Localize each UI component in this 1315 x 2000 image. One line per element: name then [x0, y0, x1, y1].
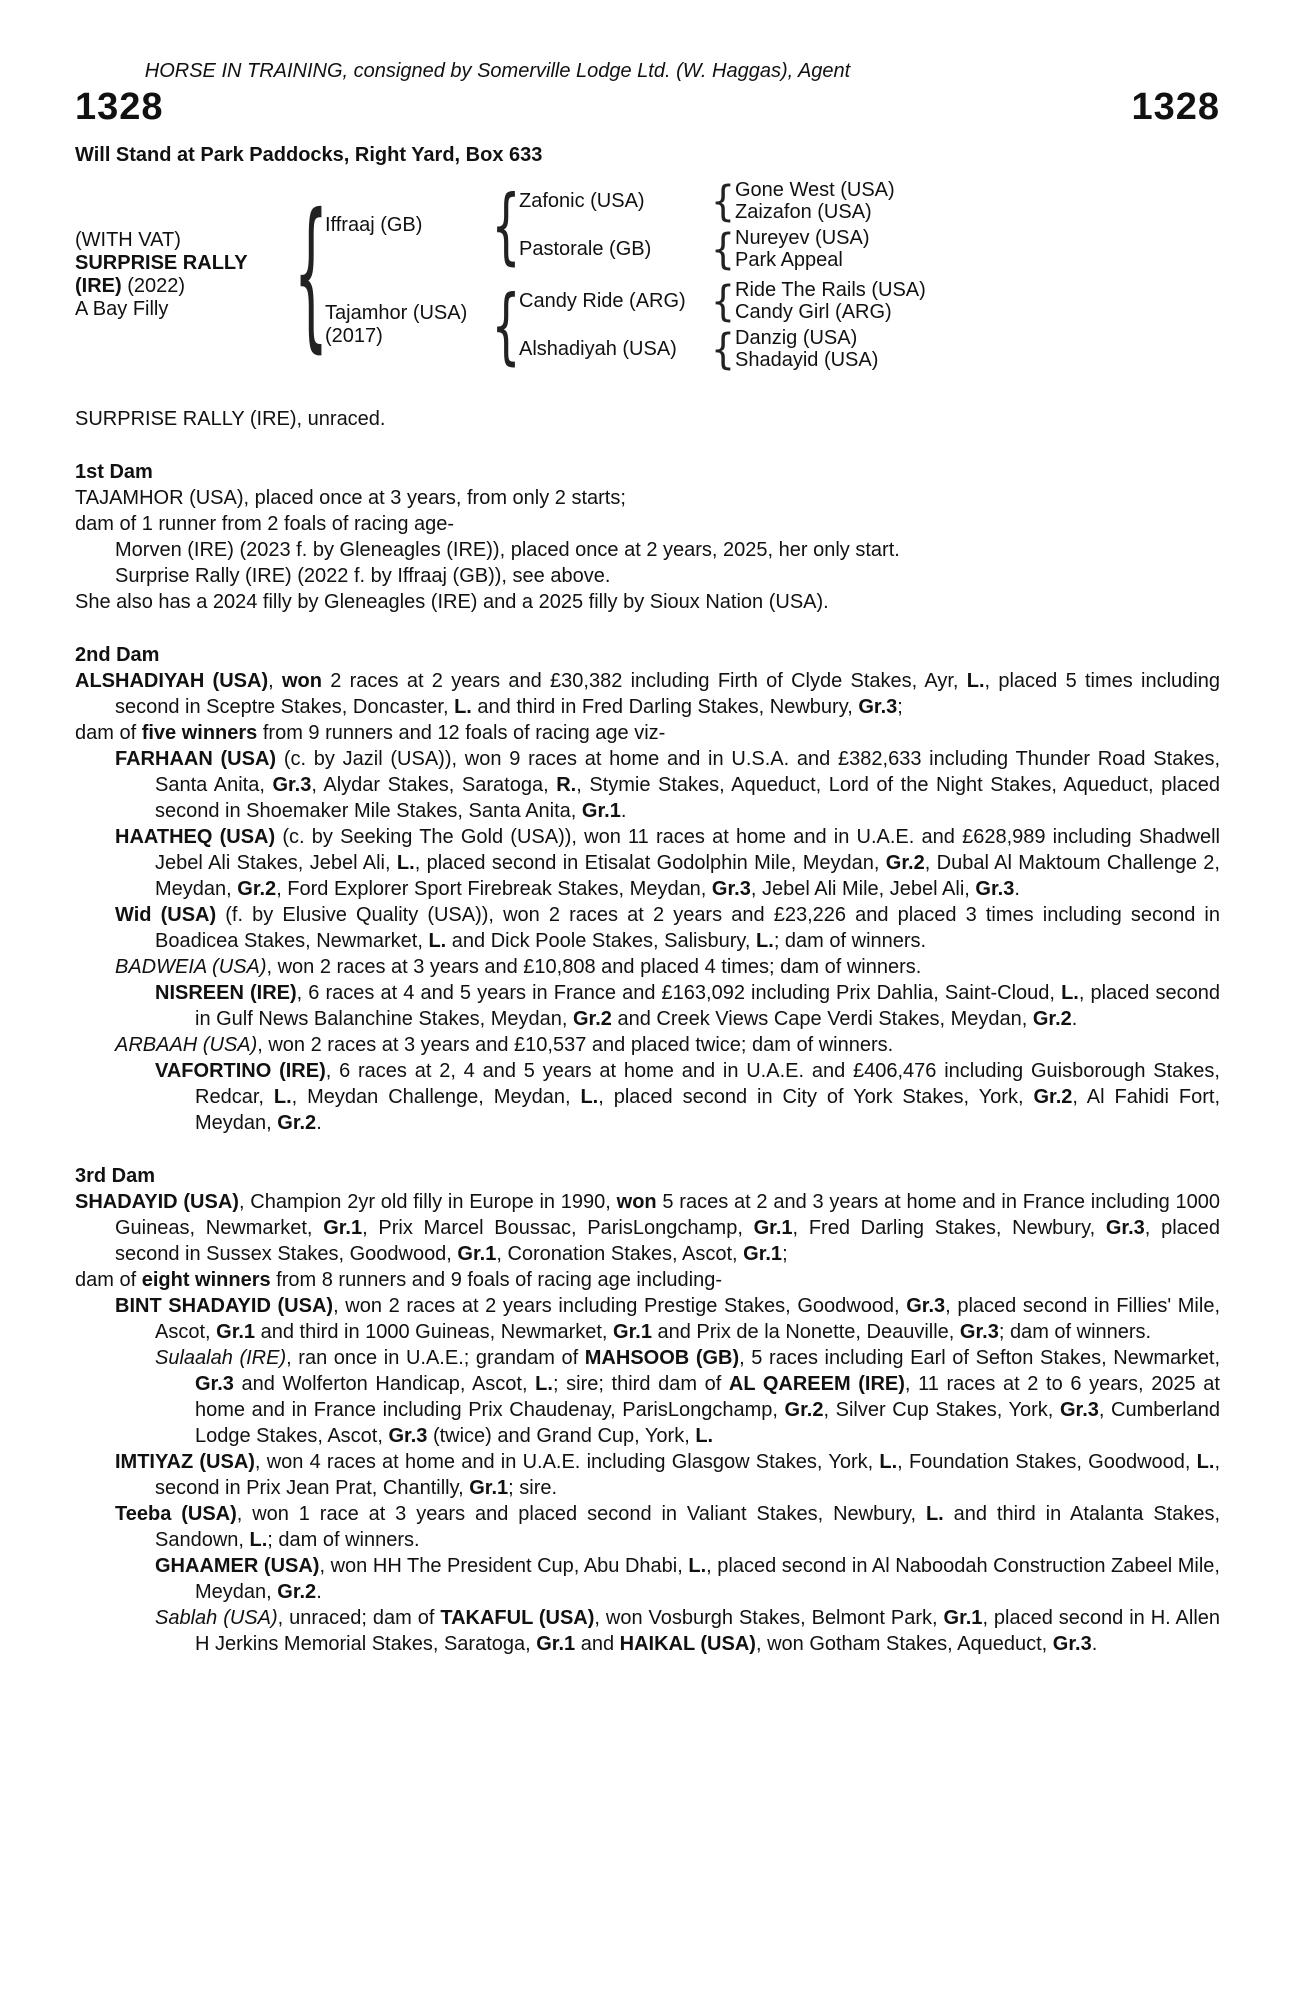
gen3-pair [735, 279, 926, 323]
pedigree-brace-dam: { [491, 276, 521, 374]
sire-name-cell [325, 214, 493, 237]
dam-parents-column [519, 276, 926, 374]
section-paragraphs [75, 668, 1220, 1136]
gen3-name: Candy Girl (ARG) [735, 301, 892, 323]
gen3-pair [735, 227, 869, 271]
horse-suffix [75, 275, 297, 298]
lot-row [75, 86, 1220, 128]
sire-block [325, 176, 926, 274]
catalogue-paragraph: Surprise Rally (IRE) (2022 f. by Iffraaj (GB)), see above. [115, 565, 611, 587]
pedigree-brace-g3: { [710, 176, 736, 226]
horse-description: A Bay Filly [75, 298, 169, 320]
gen3-pair [735, 327, 878, 371]
catalogue-paragraph: SHADAYID (USA), Champion 2yr old filly in Europe in 1990, won 5 races at 2 and 3 years at home and in France including 1000 Guineas, Newmarket, Gr.1, Prix Marcel Boussac, ParisLongchamp, Gr.1, Fred Darling Stakes, Newbury, Gr.3, placed second in Sussex Stakes, Goodwood, Gr.1, Coronation Stakes, Ascot, Gr.1; [75, 1191, 1221, 1265]
catalogue-paragraph: Sulaalah (IRE), ran once in U.A.E.; grandam of MAHSOOB (GB), 5 races including Earl of Sefton Stakes, Newmarket, Gr.3 and Wolferton Handicap, Ascot, L.; sire; third dam of AL QAREEM (IRE), 11 races at 2 to 6 years, 2025 at home and in France including Prix Chaudenay, ParisLongchamp, Gr.2, Silver Cup Stakes, York, Gr.3, Cumberland Lodge Stakes, Ascot, Gr.3 (twice) and Grand Cup, York, L. [155, 1347, 1221, 1447]
pedigree-brace-main: { [293, 179, 329, 368]
horse-name: SURPRISE RALLY [75, 252, 248, 274]
catalogue-paragraph: BINT SHADAYID (USA), won 2 races at 2 years including Prestige Stakes, Goodwood, Gr.3, placed second in Fillies' Mile, Ascot, Gr.1 and third in 1000 Guineas, Newmarket, Gr.1 and Prix de la Nonette, Deauville, Gr.3; dam of winners. [115, 1295, 1221, 1343]
gen3-pair [735, 179, 895, 223]
unraced-line: SURPRISE RALLY (IRE), unraced. [75, 408, 386, 430]
catalogue-paragraph: BADWEIA (USA), won 2 races at 3 years and £10,808 and placed 4 times; dam of winners. [115, 956, 922, 978]
horse-year: (2022) [127, 275, 186, 297]
gen3-name: Gone West (USA) [735, 179, 895, 201]
catalogue-paragraph: dam of eight winners from 8 runners and 9 foals of racing age including- [75, 1269, 722, 1291]
catalogue-paragraph: VAFORTINO (IRE), 6 races at 2, 4 and 5 years at home and in U.A.E. and £406,476 including Guisborough Stakes, Redcar, L., Meydan Challenge, Meydan, L., placed second in City of York Stakes, York, Gr.2, Al Fahidi Fort, Meydan, Gr.2. [155, 1060, 1221, 1134]
lot-horse-details [75, 229, 297, 321]
catalogue-paragraph: HAATHEQ (USA) (c. by Seeking The Gold (USA)), won 11 races at home and in U.A.E. and £628,989 including Shadwell Jebel Ali Stakes, Jebel Ali, L., placed second in Etisalat Godolphin Mile, Meydan, Gr.2, Dubal Al Maktoum Challenge 2, Meydan, Gr.2, Ford Explorer Sport Firebreak Stakes, Meydan, Gr.3, Jebel Ali Mile, Jebel Ali, Gr.3. [115, 826, 1220, 900]
sire-dam-name: Pastorale (GB) [519, 238, 652, 260]
lot-number-right: 1328 [1131, 86, 1220, 128]
sire-name: Iffraaj (GB) [325, 213, 423, 236]
dam-name: Tajamhor (USA) [325, 302, 468, 324]
catalogue-paragraph: dam of 1 runner from 2 foals of racing age- [75, 513, 455, 535]
pedigree-brace-g3: { [710, 276, 736, 326]
section-heading: 3rd Dam [75, 1165, 156, 1187]
dam-sire-block [519, 276, 926, 326]
catalogue-paragraph: NISREEN (IRE), 6 races at 4 and 5 years in France and £163,092 including Prix Dahlia, Saint-Cloud, L., placed second in Gulf News Balanchine Stakes, Meydan, Gr.2 and Creek Views Cape Verdi Stakes, Meydan, Gr.2. [155, 982, 1220, 1030]
catalogue-paragraph: ALSHADIYAH (USA), won 2 races at 2 years and £30,382 including Firth of Clyde Stakes, Ayr, L., placed 5 times including second in Sceptre Stakes, Doncaster, L. and third in Fred Darling Stakes, Newbury, Gr.3; [75, 670, 1220, 718]
gen3-name: Danzig (USA) [735, 327, 858, 349]
catalogue-paragraph: Sablah (USA), unraced; dam of TAKAFUL (USA), won Vosburgh Stakes, Belmont Park, Gr.1, placed second in H. Allen H Jerkins Memorial Stakes, Saratoga, Gr.1 and HAIKAL (USA), won Gotham Stakes, Aqueduct, Gr.3. [155, 1607, 1221, 1655]
horse-country: (IRE) [75, 275, 122, 297]
first-dam-section [75, 459, 1220, 615]
catalogue-paragraph: TAJAMHOR (USA), placed once at 3 years, from only 2 starts; [75, 487, 626, 509]
catalogue-paragraph: ARBAAH (USA), won 2 races at 3 years and £10,537 and placed twice; dam of winners. [115, 1034, 894, 1056]
gen3-name: Ride The Rails (USA) [735, 279, 926, 301]
dam-block [325, 276, 926, 374]
third-dam-section [75, 1163, 1220, 1657]
dam-dam-block [519, 324, 926, 374]
sire-sire-block [519, 176, 895, 226]
lot-number-left: 1328 [75, 86, 164, 128]
pedigree-brace-g3: { [710, 324, 736, 374]
dam-dam-name: Alshadiyah (USA) [519, 338, 677, 360]
consignor-line: HORSE IN TRAINING, consigned by Somerville Lodge Ltd. (W. Haggas), Agent [144, 60, 851, 82]
gen3-name: Zaizafon (USA) [735, 201, 872, 223]
dam-sire-name: Candy Ride (ARG) [519, 290, 686, 312]
pedigree-tree [75, 176, 1220, 374]
catalogue-paragraph: She also has a 2024 filly by Gleneagles (IRE) and a 2025 filly by Sioux Nation (USA). [75, 591, 829, 613]
dam-year: (2017) [325, 325, 383, 347]
section-heading: 1st Dam [75, 461, 153, 483]
catalogue-paragraph: FARHAAN (USA) (c. by Jazil (USA)), won 9 races at home and in U.S.A. and £382,633 including Thunder Road Stakes, Santa Anita, Gr.3, Alydar Stakes, Saratoga, R., Stymie Stakes, Aqueduct, Lord of the Night Stakes, Aqueduct, placed second in Shoemaker Mile Stakes, Santa Anita, Gr.1. [115, 748, 1221, 822]
sire-parents-column [519, 176, 895, 274]
catalogue-paragraph: IMTIYAZ (USA), won 4 races at home and in U.A.E. including Glasgow Stakes, York, L., Foundation Stakes, Goodwood, L., second in Prix Jean Prat, Chantilly, Gr.1; sire. [115, 1451, 1221, 1499]
vat-note: (WITH VAT) [75, 229, 181, 251]
sire-dam-block [519, 224, 895, 274]
dam-name-cell [325, 302, 493, 348]
pedigree-gen1-column [325, 176, 926, 374]
section-paragraphs [75, 1189, 1220, 1657]
catalogue-paragraph: dam of five winners from 9 runners and 12 foals of racing age viz- [75, 722, 666, 744]
stand-location-line: Will Stand at Park Paddocks, Right Yard, Box 633 [75, 144, 543, 166]
gen3-name: Shadayid (USA) [735, 349, 879, 371]
second-dam-section [75, 642, 1220, 1136]
catalogue-paragraph: GHAAMER (USA), won HH The President Cup, Abu Dhabi, L., placed second in Al Naboodah Construction Zabeel Mile, Meydan, Gr.2. [155, 1555, 1220, 1603]
catalogue-paragraph: Teeba (USA), won 1 race at 3 years and placed second in Valiant Stakes, Newbury, L. and third in Atalanta Stakes, Sandown, L.; dam of winners. [115, 1503, 1221, 1551]
gen3-name: Park Appeal [735, 249, 843, 271]
catalogue-paragraph: Wid (USA) (f. by Elusive Quality (USA)), won 2 races at 2 years and £23,226 and placed 3 times including second in Boadicea Stakes, Newmarket, L. and Dick Poole Stakes, Salisbury, L.; dam of winners. [115, 904, 1221, 952]
section-heading: 2nd Dam [75, 644, 160, 666]
pedigree-brace-sire: { [491, 176, 521, 274]
section-paragraphs [75, 485, 1220, 615]
gen3-name: Nureyev (USA) [735, 227, 870, 249]
sire-sire-name: Zafonic (USA) [519, 190, 645, 212]
catalogue-paragraph: Morven (IRE) (2023 f. by Gleneagles (IRE)), placed once at 2 years, 2025, her only start. [115, 539, 900, 561]
pedigree-brace-g3: { [710, 224, 736, 274]
